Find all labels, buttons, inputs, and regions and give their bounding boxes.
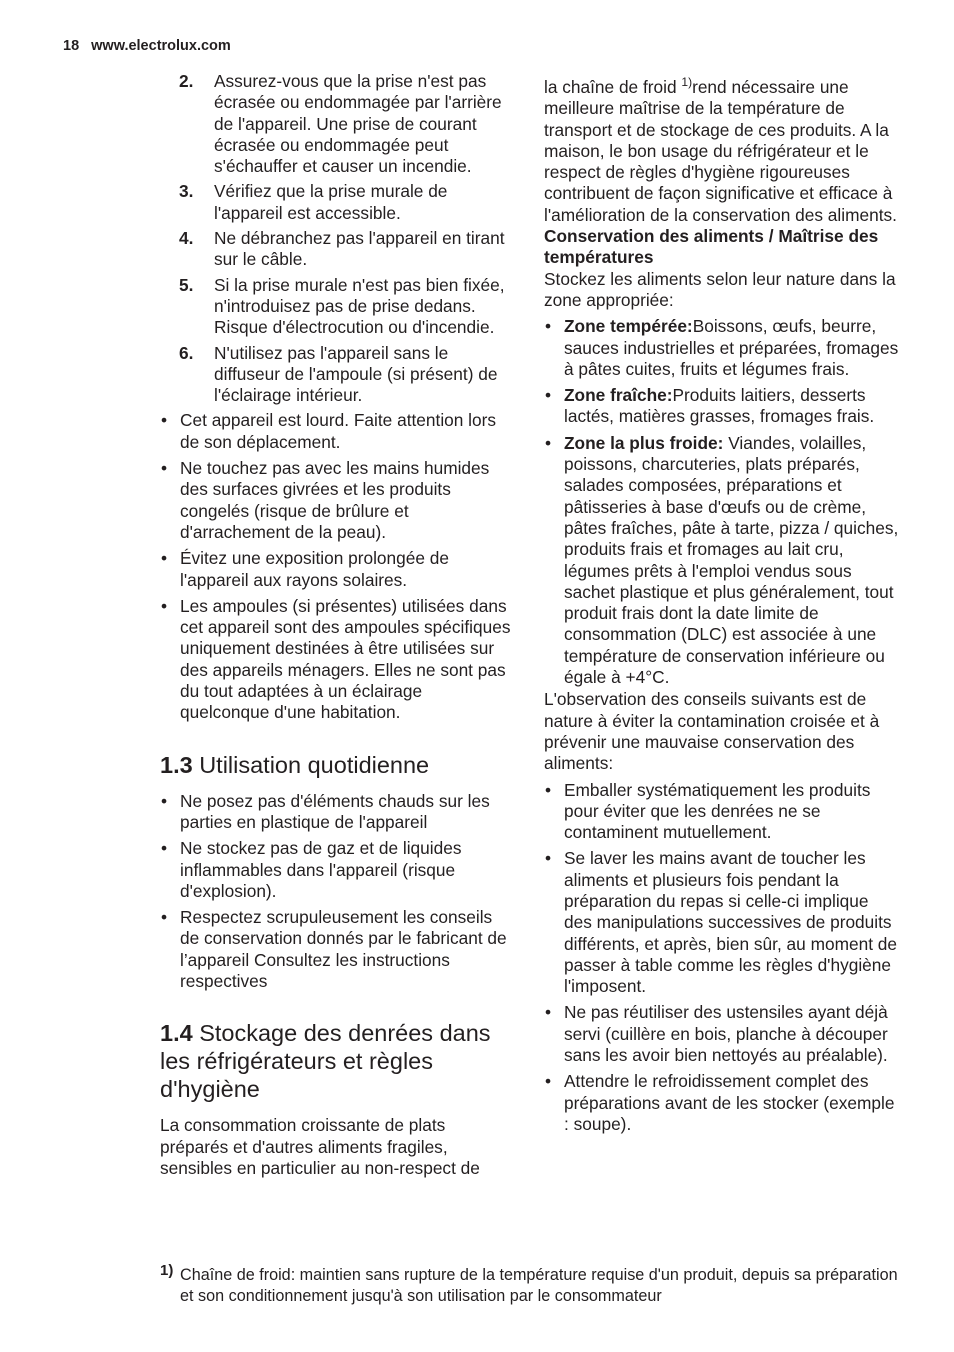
- zone-item: [544, 433, 900, 689]
- list-item: • Se laver les mains avant de toucher les aliments et plusieurs fois pendant la préparation du repas si celle-ci implique des manipulations successives de produits différents, et après, bien sûr, au moment de passer à table comme les règles d'hygiène l'imposent.: [544, 848, 900, 997]
- section-intro: La consommation croissante de plats préparés et d'autres aliments fragiles, sensibles en particulier au non-respect de: [160, 1115, 480, 1178]
- list-item: • Attendre le refroidissement complet des préparations avant de les stocker (exemple : soupe).: [544, 1071, 900, 1135]
- step-number: 2.: [179, 71, 194, 91]
- step-item: [160, 181, 512, 224]
- step-text: Assurez-vous que la prise n'est pas écrasée ou endommagée par l'arrière de l'appareil. Une prise de courant écrasée ou endommagée peut s'échauffer et causer un incendie.: [214, 71, 502, 177]
- continuation-start: la chaîne de froid: [544, 77, 682, 97]
- section-number: 1.3: [160, 751, 193, 778]
- zone-list: [544, 316, 900, 688]
- section-heading-1-4: [160, 1019, 512, 1103]
- list-item: • Cet appareil est lourd. Faite attention lors de son déplacement.: [160, 410, 512, 453]
- list-item: • Ne stockez pas de gaz et de liquides inflammables dans l'appareil (risque d'explosion).: [160, 838, 512, 902]
- zone-text: Viandes, volailles, poissons, charcuteries, plats préparés, salades composées, préparations et pâtisseries à base d'œufs ou de crème, pâtes fraîches, pâte à tarte, pizza / quiches, produits frais et fromages au lait cru, légumes prêts à l'emploi vendus sous sachet plastique et plus généralement, tout produit frais dont la date limite de consommation (DLC) est associée à une température de conservation inférieure ou égale à +4°C.: [564, 432, 899, 688]
- section-title: Utilisation quotidienne: [199, 751, 430, 778]
- website-link[interactable]: www.electrolux.com: [91, 38, 231, 54]
- footnote-text: Chaîne de froid: maintien sans rupture de la température requise d'un produit, depuis sa préparation et son conditionnement jusqu'à son utilisation par le consommateur: [180, 1266, 898, 1305]
- zone-text: Boissons, œufs, beurre, sauces industrielles et préparées, fromages à pâtes cuites, fruits et légumes frais.: [564, 316, 899, 379]
- list-item: • Évitez une exposition prolongée de l'appareil aux rayons solaires.: [160, 548, 512, 591]
- store-intro: Stockez les aliments selon leur nature dans la zone appropriée:: [544, 268, 896, 310]
- zone-label: Zone fraîche:: [564, 385, 673, 406]
- safety-bullets: [160, 410, 512, 723]
- left-column: [160, 71, 512, 1179]
- zone-item: [544, 385, 900, 428]
- numbered-steps: [160, 71, 512, 406]
- footnote-mark: 1): [160, 1262, 174, 1279]
- continuation-paragraph: [544, 77, 900, 226]
- list-item: • Les ampoules (si présentes) utilisées dans cet appareil sont des ampoules spécifiques uniquement destinées à être utilisées sur des appareils ménagers. Elles ne sont pas du tout adaptées à un éclairage quelconque d'une habitation.: [160, 596, 512, 724]
- list-item: • Ne touchez pas avec les mains humides des surfaces givrées et les produits congelés (risque de brûlure et d'arrachement de la peau).: [160, 458, 512, 543]
- step-item: [160, 343, 512, 407]
- step-text: Vérifiez que la prise murale de l'appareil est accessible.: [214, 181, 448, 223]
- hygiene-advice-list: [544, 780, 900, 1136]
- zone-label: Zone tempérée:: [564, 316, 693, 337]
- step-text: N'utilisez pas l'appareil sans le diffuseur de l'ampoule (si présent) de l'éclairage intérieur.: [214, 342, 498, 406]
- zone-text: Produits laitiers, desserts lactés, matières grasses, fromages frais.: [564, 385, 875, 427]
- section-heading-1-3: [160, 751, 512, 779]
- step-item: [160, 275, 512, 339]
- daily-use-bullets: [160, 791, 512, 993]
- step-number: 5.: [179, 274, 194, 295]
- step-number: 3.: [179, 181, 194, 202]
- step-text: Si la prise murale n'est pas bien fixée, n'introduisez pas de prise dedans. Risque d'électrocution ou d'incendie.: [214, 274, 505, 338]
- zone-label: Zone la plus froide:: [564, 432, 724, 453]
- step-number: 4.: [179, 228, 194, 249]
- zone-item: [544, 316, 900, 380]
- step-item: [160, 71, 512, 177]
- page-header: [63, 38, 231, 54]
- list-item: • Respectez scrupuleusement les conseils de conservation donnés par le fabricant de l’appareil Consultez les instructions respectives: [160, 907, 512, 992]
- list-item: • Ne posez pas d'éléments chauds sur les parties en plastique de l'appareil: [160, 791, 512, 834]
- section-number: 1.4: [160, 1020, 193, 1047]
- subheading: Conservation des aliments / Maîtrise des températures: [544, 226, 879, 268]
- step-item: [160, 228, 512, 271]
- step-text: Ne débranchez pas l'appareil en tirant sur le câble.: [214, 228, 505, 270]
- step-number: 6.: [179, 342, 194, 363]
- footnote-reference[interactable]: 1): [681, 75, 693, 89]
- right-column: [544, 77, 900, 1140]
- continuation-rest: rend nécessaire une meilleure maîtrise de la température de transport et de stockage de ces produits. A la maison, le bon usage du réfrigérateur et le respect de règles d'hygiène rigoureuses contribuent de façon significative et efficace à l'amélioration de la conservation des aliments.: [544, 77, 897, 225]
- list-item: • Ne pas réutiliser des ustensiles ayant déjà servi (cuillère en bois, planche à découper sans les avoir bien nettoyés au préalable).: [544, 1002, 900, 1066]
- advice-intro: L'observation des conseils suivants est de nature à éviter la contamination croisée et à prévenir une mauvaise conservation des aliments:: [544, 689, 880, 774]
- page-number: 18: [63, 38, 80, 54]
- list-item: • Emballer systématiquement les produits pour éviter que les denrées ne se contaminent mutuellement.: [544, 780, 900, 844]
- section-title: Stockage des denrées dans les réfrigérateurs et règles d'hygiène: [160, 1020, 491, 1103]
